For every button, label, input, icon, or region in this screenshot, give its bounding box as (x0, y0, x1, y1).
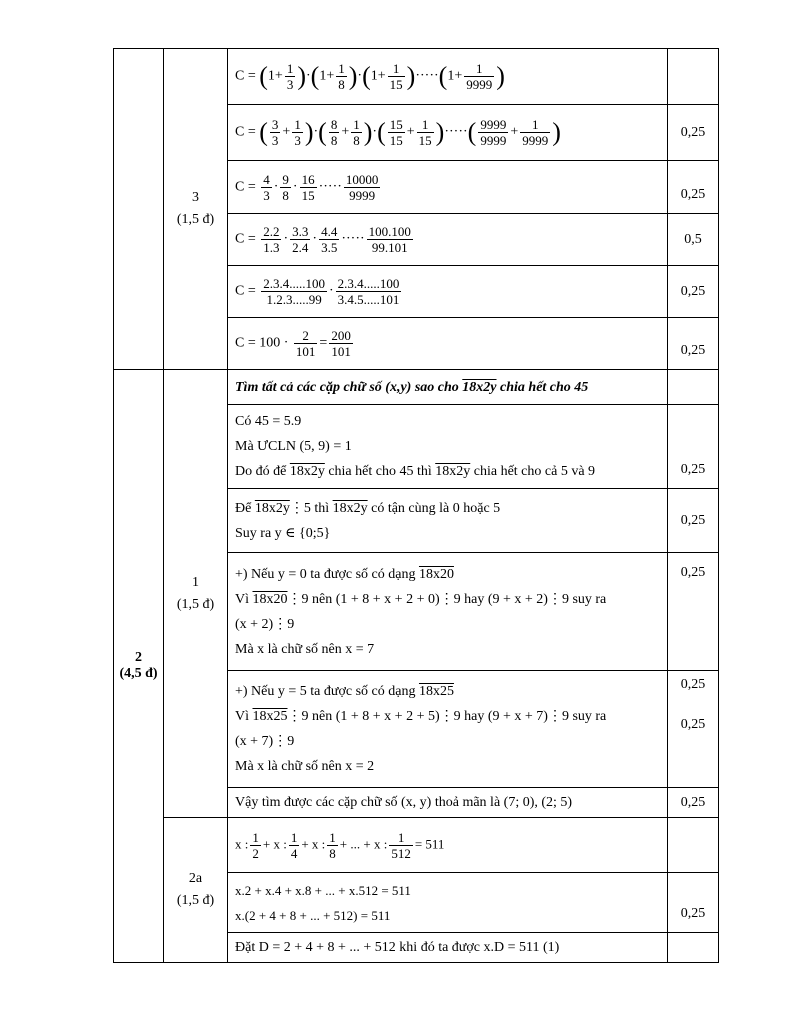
question-cell-empty (114, 49, 164, 370)
formula-row-3: C = $\frac{4}{3}$ · $\frac{9}{8}$ · $\frac{16}{15}$ ····· $\frac{10000}{9999}$ (228, 161, 668, 214)
sub-question-2a (164, 818, 228, 963)
score-cell (668, 818, 719, 873)
formula-row-4: C = $\frac{2.2}{1.3}$ · $\frac{3.3}{2.4}$ · $\frac{4.4}{3.5}$ ····· $\frac{100.100}{99.101}$ (228, 214, 668, 266)
score-cell: 0,5 (668, 214, 719, 266)
sub-question-1 (164, 370, 228, 818)
sub-points: (1,5 đ) (176, 212, 215, 227)
question-2 (114, 370, 164, 963)
conclusion-row: Vậy tìm được các cặp chữ số (x, y) thoả mãn là (7; 0), (2; 5) (228, 788, 668, 818)
formula-row-2: C = ( $\frac{3}{3}$ + $\frac{1}{3}$ )·( $\frac{8}{8}$ + $\frac{1}{8}$ )·( $\frac{15}{15}$ + $\frac{1}{15}$ )·····( $\frac{9999}{9999}$ + $\frac{1}{9999}$ ) (228, 105, 668, 161)
sub-number: 1 (192, 574, 199, 590)
problem-title: Tìm tất cả các cặp chữ số (x,y) sao cho 18x2y chia hết cho 45 (228, 370, 668, 405)
equation-row-3: Đặt D = 2 + 4 + 8 + ... + 512 khi đó ta được x.D = 511 (1) (228, 933, 668, 963)
score-cell (668, 49, 719, 105)
step-block-3: +) Nếu y = 0 ta được số có dạng 18x20 Vì 18x20⋮9 nên (1 + 8 + x + 2 + 0)⋮9 hay (9 + x + 2)⋮9 suy ra (x + 2)⋮9 Mà x là chữ số nên x = 7 (228, 553, 668, 671)
score-cell: 0,25 (668, 873, 719, 933)
sub-points: (1,5 đ) (176, 893, 215, 908)
sub-points: (1,5 đ) (176, 596, 215, 612)
score-cell (668, 933, 719, 963)
formula-row-1: C = (1+ $\frac{1}{3}$ )·(1+ $\frac{1}{8}$ )·(1+ $\frac{1}{15}$ )·····(1+ $\frac{1}{9999}$ ) (228, 49, 668, 105)
score-cell: 0,25 (668, 489, 719, 553)
score-cell: 0,25 (668, 318, 719, 370)
score-cell (668, 370, 719, 405)
equation-row: x : $\frac{1}{2}$ + x : $\frac{1}{4}$ + x : $\frac{1}{8}$ + ... + x : $\frac{1}{512}$ = 511 (228, 818, 668, 873)
answer-table (113, 48, 719, 963)
score-cell: 0,25 (668, 405, 719, 489)
step-block-1: Có 45 = 5.9 Mà ƯCLN (5, 9) = 1 Do đó để 18x2y chia hết cho 45 thì 18x2y chia hết cho cả 5 và 9 (228, 405, 668, 489)
sub-question-3 (164, 49, 228, 370)
question-number: 2 (135, 650, 142, 665)
score-cell: 0,25 (668, 553, 719, 671)
equation-row-2: x.2 + x.4 + x.8 + ... + x.512 = 511 x.(2 + 4 + 8 + ... + 512) = 511 (228, 873, 668, 933)
step-block-4: +) Nếu y = 5 ta được số có dạng 18x25 Vì 18x25⋮9 nên (1 + 8 + x + 2 + 5)⋮9 hay (9 + x + 7)⋮9 suy ra (x + 7)⋮9 Mà x là chữ số nên x = 2 (228, 671, 668, 788)
formula-row-5: C = $\frac{2.3.4.....100}{1.2.3.....99}$ · $\frac{2.3.4.....100}{3.4.5.....101}$ (228, 266, 668, 318)
sub-number: 3 (192, 190, 199, 205)
score-cell: 0,25 (668, 105, 719, 161)
sub-number: 2a (188, 871, 203, 886)
score-cell: 0,25 (668, 788, 719, 818)
step-block-2: Để 18x2y⋮5 thì 18x2y có tận cùng là 0 hoặc 5 Suy ra y ∈ {0;5} (228, 489, 668, 553)
question-points: (4,5 đ) (119, 666, 158, 681)
score-cell: 0,25 (668, 161, 719, 214)
formula-row-6: C = 100 · $\frac{2}{101}$ = $\frac{200}{101}$ (228, 318, 668, 370)
score-cell: 0,25 0,25 (668, 671, 719, 788)
score-cell: 0,25 (668, 266, 719, 318)
